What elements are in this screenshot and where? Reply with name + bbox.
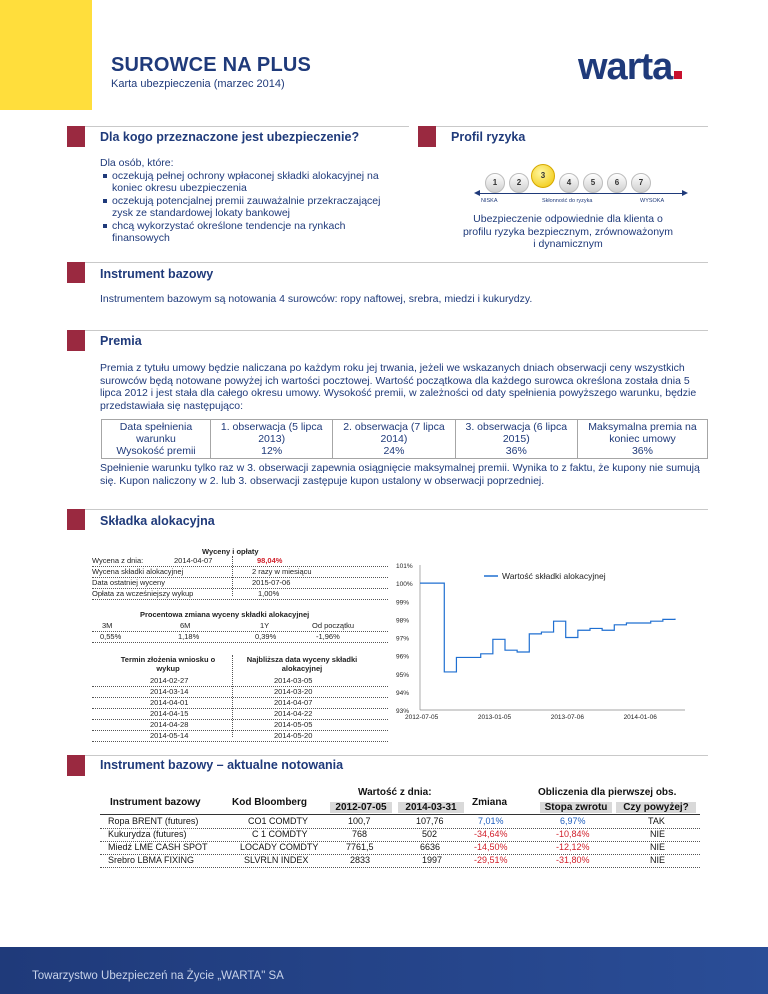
instrument-text: Instrumentem bazowym są notowania 4 surowców: ropy naftowej, srebra, miedzi i kukurydzy. [100,293,533,305]
table-row: Kukurydza (futures) C 1 COMDTY 768 502 -34,64% -10,84% NIE [100,829,700,842]
section-marker [418,126,436,147]
wycena-row: Wycena z dnia: 2014-04-07 98,04% [92,556,388,567]
section-marker [67,126,85,147]
zmiana-value-row: 0,55% 1,18% 0,39% -1,96% [92,632,388,643]
section-rule [418,126,708,127]
col-head-d1: 2012-07-05 [330,802,392,813]
wycena-row: Data ostatniej wyceny 2015-07-06 [92,578,388,589]
col-head-d2: 2014-03-31 [398,802,464,813]
risk-level-6: 6 [607,173,627,193]
y-tick-label: 93% [396,708,410,715]
table-cell: 1. obserwacja (5 lipca 2013) 12% [211,420,333,459]
table-row: 2014-03-14 2014-03-20 [92,687,388,698]
list-item: chcą wykorzystać określone tendencje na rynkach finansowych [100,220,400,245]
yellow-corner-tab [0,0,92,110]
risk-level-2: 2 [509,173,529,193]
zmiana-title: Procentowa zmiana wyceny składki alokacyjnej [140,610,310,619]
risk-low-label: NISKA [481,198,498,204]
section-rule [67,755,708,756]
terms-table [92,676,388,742]
table-cell: Data spełnienia warunku Wysokość premii [102,420,211,459]
risk-scale-line [478,193,682,194]
legend-label: Wartość składki alokacyjnej [502,571,606,581]
list-item: oczekują pełnej ochrony wpłaconej składki alokacyjnej na koniec okresu ubezpieczenia [100,170,400,195]
table-row: 2014-05-14 2014-05-20 [92,731,388,742]
table-cell: 3. obserwacja (6 lipca 2015) 36% [455,420,577,459]
table-cell: Maksymalna premia na koniec umowy 36% [577,420,707,459]
table-cell: 2. obserwacja (7 lipca 2014) 24% [333,420,455,459]
col-head-oblicz: Obliczenia dla pierwszej obs. [538,787,677,798]
y-tick-label: 98% [396,617,410,625]
termin-head: Termin złożenia wniosku o wykup [120,655,216,673]
zmiana-head-row: 3M 6M 1Y Od początku [92,621,388,632]
col-head-wartosc: Wartość z dnia: [358,787,432,798]
series-line-wartosc [420,583,675,672]
wycena-head: Najbliższa data wyceny składki alokacyjnej [246,655,358,673]
col-head-zmiana: Zmiana [472,797,508,808]
risk-level-5: 5 [583,173,603,193]
list-item: oczekują potencjalnej premii zauważalnie przekraczającej zysk ze standardowej lokaty bankowej [100,195,400,220]
x-axis-ticks [405,714,657,721]
x-tick-label: 2012-07-05 [405,714,439,721]
table-row: 2014-04-28 2014-05-05 [92,720,388,731]
section-title-risk: Profil ryzyka [451,130,526,144]
section-rule [67,330,708,331]
risk-description: Ubezpieczenie odpowiednie dla klienta o profilu ryzyka bezpiecznym, zrównoważonym i dynamicznym [462,213,674,250]
col-head-kod: Kod Bloomberg [232,797,307,808]
x-tick-label: 2013-01-05 [477,714,512,721]
risk-level-4: 4 [559,173,579,193]
y-tick-label: 96% [396,653,410,661]
risk-mid-label: Skłonność do ryzyka [542,198,593,204]
wyceny-title: Wyceny i opłaty [202,547,259,556]
section-marker [67,755,85,776]
logo-text: warta [578,46,673,88]
x-tick-label: 2014-01-06 [623,714,657,721]
for-whom-body [100,157,400,245]
notowania-table [100,787,710,877]
section-title-premia: Premia [100,334,142,348]
y-tick-label: 99% [396,599,410,607]
premia-text: Premia z tytułu umowy będzie naliczana po każdym roku jej trwania, jeżeli we wskazanych dniach obserwacji ceny wszystkich surowców będą notowane powyżej ich wartości pocztowej. Wartość początkowa dla każdego surowca określona została dnia 5 lipca 2012 i jest stała dla całego okresu umowy. Wysokość premii, w zależności od daty spełnienia powyższego warunku, będzie przedstawiała się następująco: [100,362,697,412]
section-rule [67,262,708,263]
column-divider [232,655,234,737]
y-tick-label: 94% [396,689,410,697]
section-rule [67,126,409,127]
y-axis-ticks [396,563,413,715]
y-tick-label: 100% [396,581,413,589]
table-row [102,420,708,459]
y-tick-label: 101% [396,563,413,570]
section-title-instrument: Instrument bazowy [100,267,214,281]
y-tick-label: 95% [396,671,410,679]
table-row: Ropa BRENT (futures) CO1 COMDTY 100,7 107,76 7,01% 6,97% TAK [100,816,700,829]
section-marker [67,262,85,283]
warta-logo [578,46,682,89]
logo-dot [674,71,682,79]
column-divider [232,556,234,596]
notowania-rows [100,816,700,868]
col-head-stopa: Stopa zwrotu [540,802,612,813]
risk-level-7: 7 [631,173,651,193]
wycena-row: Wycena składki alokacyjnej 2 razy w miesiącu [92,567,388,578]
for-whom-intro: Dla osób, które: [100,157,174,169]
section-title-skladka: Składka alokacyjna [100,514,215,528]
page-title: SUROWCE NA PLUS [111,54,312,76]
table-row: 2014-04-01 2014-04-07 [92,698,388,709]
y-tick-label: 97% [396,635,410,643]
header-rule [100,814,700,815]
premia-note: Spełnienie warunku tylko raz w 3. obserwacji zapewnia osiągnięcie maksymalnej premii. Wynika to z faktu, że kupony nie sumują się. Kupon naliczony w 2. lub 3. obserwacji zastępuje kupon ustalony w obserwacji poprzedniej. [100,462,700,487]
col-head-instrument: Instrument bazowy [110,797,201,808]
wycena-row: Opłata za wcześniejszy wykup 1,00% [92,589,388,600]
section-rule [67,509,708,510]
risk-level-3-active: 3 [531,164,555,188]
section-title-for-whom: Dla kogo przeznaczone jest ubezpieczenie? [100,130,360,144]
table-row: 2014-02-27 2014-03-05 [92,676,388,687]
risk-high-label: WYSOKA [640,198,665,204]
table-row: Miedź LME CASH SPOT LOCADY COMDTY 7761,5 6636 -14,50% -12,12% NIE [100,842,700,855]
footer-text: Towarzystwo Ubezpieczeń na Życie „WARTA" SA [32,970,284,982]
arrow-right-icon [682,190,688,196]
premia-table [101,419,708,459]
arrow-left-icon [474,190,480,196]
section-marker [67,509,85,530]
table-row: 2014-04-15 2014-04-22 [92,709,388,720]
page-subtitle: Karta ubezpieczenia (marzec 2014) [111,78,285,90]
allocation-value-chart [390,558,690,728]
section-marker [67,330,85,351]
table-row: Srebro LBMA FIXING SLVRLN INDEX 2833 1997 -29,51% -31,80% NIE [100,855,700,868]
col-head-czy: Czy powyżej? [616,802,696,813]
section-title-notowania: Instrument bazowy – aktualne notowania [100,758,344,772]
x-tick-label: 2013-07-06 [550,714,584,721]
risk-level-1: 1 [485,173,505,193]
